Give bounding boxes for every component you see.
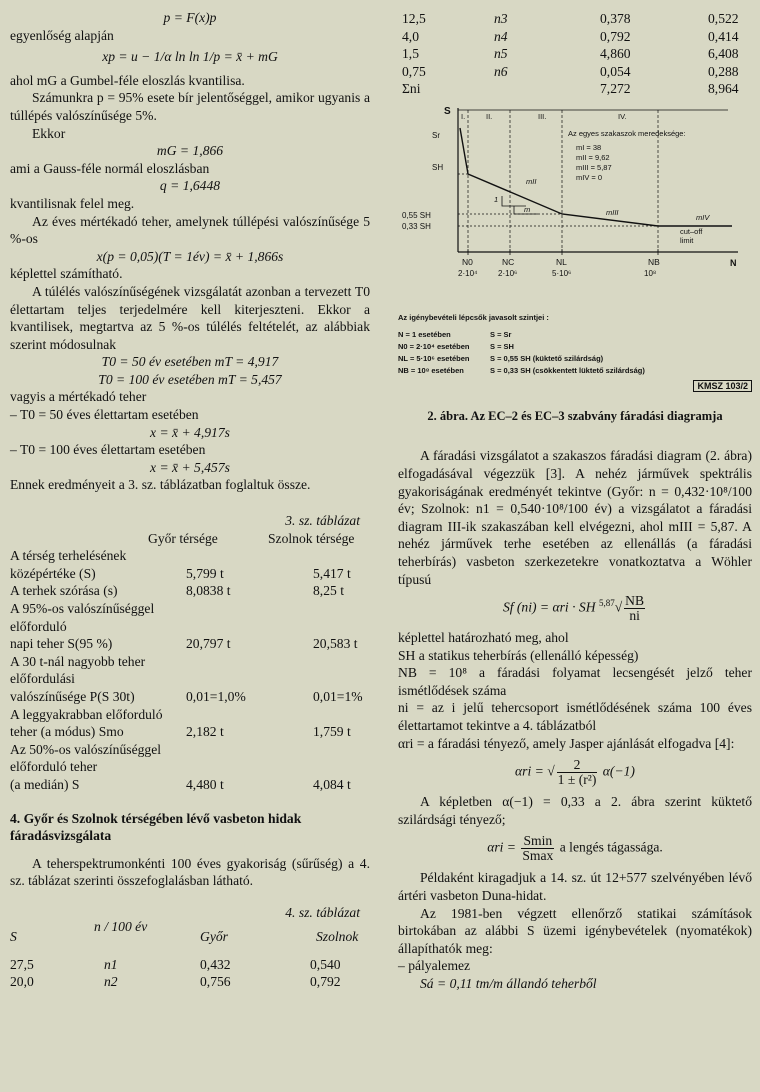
table-4-continued xyxy=(398,10,752,98)
column-header: Szolnok térsége xyxy=(268,530,355,546)
table-row xyxy=(10,973,370,991)
x-tick-value: 2·10⁶ xyxy=(498,268,518,278)
denominator: 1 ± (r²) xyxy=(557,772,597,788)
notes-row xyxy=(398,362,752,374)
row-label: középértéke (S) xyxy=(10,565,96,581)
cell-gyor: 0,792 xyxy=(600,28,631,44)
column-header: n / 100 év xyxy=(94,918,148,934)
curve-label: mIII xyxy=(606,207,619,217)
equation-x1: x = x̄ + 4,917s xyxy=(150,424,230,440)
table-row xyxy=(398,63,752,81)
cell-s: 12,5 xyxy=(402,11,426,26)
region-label: I. xyxy=(461,111,466,121)
cell-n: n1 xyxy=(104,956,118,972)
fraction xyxy=(624,594,645,623)
cutoff-label: cut–off xyxy=(680,226,703,236)
notes-value: S = Sr xyxy=(490,330,512,340)
cell-gyor: 0,432 xyxy=(200,956,231,972)
notes-condition: N0 = 2·10⁴ esetében xyxy=(398,342,470,352)
row-label: A 95%-os valószínűséggel xyxy=(10,601,155,616)
curve-label: 1 xyxy=(494,194,499,204)
numerator: Smin xyxy=(521,834,554,849)
text-line: – T0 = 50 éves élettartam esetében xyxy=(10,407,199,423)
row-label: A 30 t-nál nagyobb teher xyxy=(10,653,146,669)
cell-n: n4 xyxy=(494,28,508,44)
table-header xyxy=(10,918,370,950)
cell-s: 20,0 xyxy=(10,974,34,990)
row-label: előfordulási xyxy=(10,671,75,687)
paragraph: A fáradási vizsgálatot a szakaszos fáradási diagram (2. ábra) elfogadásával végezzük [3]. A nehéz járművek spektrális gyakoriságának eredményét tekintve (Győr: n = 0,432·10⁸/100 év; Szolnok: n1 = 0,540·10⁸/100 év) a vizsgálatot a fáradási diagram III-ik szakaszában kell elvégezni, ahol mIII = 5,87. A nehéz járművek terhe esetében az ellenállás (a fáradási teherbírás) vasbeton szerkezetekre vonatkoztatva a Wöhler típusú xyxy=(398,448,752,587)
row-label: teher (a módus) Smo xyxy=(10,724,124,740)
text-line: Ekkor xyxy=(32,125,66,141)
curve-label: mII xyxy=(526,176,537,186)
equation-alpha: αri = √ $\frac{2}{\text{1 ± (r²)}}$ α(−1) xyxy=(515,757,635,788)
figure-stamp: KMSZ 103/2 xyxy=(693,380,752,392)
region-label: II. xyxy=(486,111,493,121)
right-column xyxy=(398,0,752,993)
x-tick-value: 10⁸ xyxy=(644,268,657,278)
row-label: A terhek szórása (s) xyxy=(10,583,118,599)
cell-szolnok: 8,25 t xyxy=(313,583,344,599)
row-label: valószínűsége P(S 30t) xyxy=(10,688,135,704)
table-title: 4. sz. táblázat xyxy=(285,904,360,920)
text-line: SH a statikus teherbírás (ellenálló képesség) xyxy=(398,647,639,663)
text-line: képlettel határozható meg, ahol xyxy=(398,630,569,646)
fraction xyxy=(557,758,598,787)
notes-value: S = 0,55 SH (küktető szilárdság) xyxy=(490,354,604,364)
table-row xyxy=(10,670,370,688)
table-row xyxy=(10,565,370,583)
cell-szolnok: 0,414 xyxy=(708,28,739,44)
y-tick-label: 0,33 SH xyxy=(402,221,431,231)
text-line: NB = 10⁸ a fáradási folyamat lecsengését jelző teher ismétlődések száma xyxy=(398,665,752,698)
equation-alpha-lhs: αri = xyxy=(515,763,544,779)
equation-sf-lhs: Sf (ni) = αri · SH xyxy=(502,599,596,615)
equation-t1: T0 = 50 év esetében mT = 4,917 xyxy=(101,354,279,370)
cell-gyor: 7,272 xyxy=(600,81,631,97)
cell-gyor: 5,799 t xyxy=(186,565,224,581)
y-tick-label: 0,55 SH xyxy=(402,210,431,220)
cell-n: n6 xyxy=(494,63,508,79)
text-line: vagyis a mértékadó teher xyxy=(10,389,147,405)
notes-condition: N = 1 esetében xyxy=(398,330,451,340)
cell-szolnok: 4,084 t xyxy=(313,776,351,792)
equation-r-text: a lengés tágassága. xyxy=(559,840,663,856)
equation-t2: T0 = 100 év esetében mT = 5,457 xyxy=(98,371,282,387)
fatigue-diagram xyxy=(398,102,752,302)
table-body xyxy=(10,956,370,991)
fraction xyxy=(521,834,554,863)
numerator: 2 xyxy=(557,758,598,773)
y-tick-label: Sr xyxy=(432,130,440,140)
root-index: 5,87 xyxy=(598,598,615,609)
region-label: IV. xyxy=(618,111,627,121)
equation-xp: xp = u − 1/α ln ln 1/p = x̄ + mG xyxy=(102,49,278,65)
text-line: képlettel számítható. xyxy=(10,266,123,282)
table-row xyxy=(10,776,370,794)
y-axis-label: S xyxy=(444,105,451,117)
cell-s: 27,5 xyxy=(10,956,34,972)
cell-szolnok: 0,288 xyxy=(708,63,739,79)
table-row xyxy=(398,80,752,98)
text-line: Ennek eredményeit a 3. sz. táblázatban foglaltuk össze. xyxy=(10,477,311,493)
denominator: ni xyxy=(629,608,640,624)
table-row xyxy=(10,600,370,618)
row-label: Az 50%-os valószínűséggel xyxy=(10,741,162,757)
cell-s: 0,75 xyxy=(402,63,426,79)
region-label: III. xyxy=(538,111,547,121)
table-body xyxy=(10,547,370,793)
legend-title: Az egyes szakaszok meredeksége: xyxy=(568,128,686,138)
x-tick-label: NC xyxy=(502,256,515,267)
x-tick-label: NB xyxy=(648,256,660,267)
cell-gyor: 0,756 xyxy=(200,974,231,990)
text-line: kvantilisnak felel meg. xyxy=(10,195,135,211)
table-row xyxy=(398,28,752,46)
paragraph: Az éves mértékadó teher, amelynek túllépési valószínűsége 5 %-os xyxy=(10,213,370,247)
table-4 xyxy=(10,904,370,991)
paragraph: A teherspektrumonkénti 100 éves gyakoriság (sűrűség) a 4. sz. táblázat szerinti összefoglalásban látható. xyxy=(10,855,370,889)
column-header: Győr térsége xyxy=(148,530,218,546)
cell-szolnok: 0,01=1% xyxy=(313,688,363,704)
cell-szolnok: 1,759 t xyxy=(313,724,351,740)
table-row xyxy=(10,618,370,636)
column-header: Szolnok xyxy=(316,928,359,944)
notes-row xyxy=(398,350,752,362)
table-row xyxy=(398,10,752,28)
x-tick-label: NL xyxy=(556,256,567,267)
paragraph: A túlélés valószínűségének vizsgálatát azonban a tervezett T0 élettartam teljes terjedelmére kell kiterjeszteni. Ekkor a kvantilisek, megtartva az 5 %-os túlélés feltételét, az alábbiak szerint módosulnak xyxy=(10,283,370,352)
cell-gyor: 20,797 t xyxy=(186,636,231,652)
y-tick-label: SH xyxy=(432,162,444,172)
cell-gyor: 4,480 t xyxy=(186,776,224,792)
legend-item: mII = 9,62 xyxy=(576,152,610,162)
cell-szolnok: 0,792 xyxy=(310,974,341,990)
left-column xyxy=(10,0,370,991)
cell-gyor: 4,860 xyxy=(600,46,631,62)
equation-sf: Sf (ni) = αri · SH $^{5,87}$√ $\frac{NB}{ni}$ xyxy=(502,593,645,624)
paragraph: Számunkra p = 95% esete bír jelentőséggel, amikor ugyanis a túllépés valószínűsége 5%. xyxy=(10,90,370,123)
equation-mg: mG = 1,866 xyxy=(156,143,224,159)
numerator: NB xyxy=(625,593,645,609)
legend-item: mIV = 0 xyxy=(576,172,603,182)
cell-gyor: 0,01=1,0% xyxy=(186,688,246,704)
table-row xyxy=(10,688,370,706)
figure-caption: 2. ábra. Az EC–2 és EC–3 szabvány fáradási diagramja xyxy=(427,408,723,423)
text-line: egyenlőség alapján xyxy=(10,27,114,43)
fatigue-diagram-figure xyxy=(398,102,752,396)
cell-s: Σni xyxy=(402,81,421,97)
table-3 xyxy=(10,512,370,794)
equation-q: q = 1,6448 xyxy=(159,178,221,194)
row-label: A leggyakrabban előforduló xyxy=(10,706,163,722)
cell-szolnok: 8,964 xyxy=(708,81,739,97)
table-row xyxy=(10,723,370,741)
column-header: Győr xyxy=(200,928,228,944)
notes-condition: NB = 10⁸ esetében xyxy=(398,366,464,376)
text-line: – pályalemez xyxy=(398,958,471,974)
table-header xyxy=(10,530,370,548)
cell-gyor: 8,0838 t xyxy=(186,583,231,599)
notes-row xyxy=(398,338,752,350)
legend-item: mIII = 5,87 xyxy=(576,162,612,172)
cell-s: 1,5 xyxy=(402,46,419,62)
equation-r-lhs: αri = xyxy=(487,840,516,856)
row-label: (a medián) S xyxy=(10,776,80,792)
row-label: előforduló teher xyxy=(10,759,98,775)
figure-notes xyxy=(398,309,752,375)
table-title: 3. sz. táblázat xyxy=(285,513,360,529)
cell-gyor: 0,378 xyxy=(600,11,631,26)
table-row xyxy=(10,956,370,974)
cutoff-label: limit xyxy=(680,235,694,245)
x-axis-label: N xyxy=(730,257,737,268)
curve-label: mIV xyxy=(696,212,710,222)
column-header: S xyxy=(10,928,17,944)
text-line: ahol mG a Gumbel-féle eloszlás kvantilisa. xyxy=(10,72,245,88)
cell-szolnok: 5,417 t xyxy=(313,565,351,581)
cell-s: 4,0 xyxy=(402,28,419,44)
row-label: A térség terhelésének xyxy=(10,548,127,564)
notes-condition: NL = 5·10⁶ esetében xyxy=(398,354,470,364)
cell-szolnok: 0,540 xyxy=(310,956,341,972)
notes-row xyxy=(398,326,752,338)
table-row xyxy=(10,635,370,653)
notes-value: S = SH xyxy=(490,342,514,352)
equation-p: p = F(x)p xyxy=(163,10,217,25)
text-line: ami a Gauss-féle normál eloszlásban xyxy=(10,160,210,176)
legend-item: mI = 38 xyxy=(576,142,602,152)
text-line: – T0 = 100 éves élettartam esetében xyxy=(10,442,206,458)
notes-value: S = 0,33 SH (csökkentett lüktető szilárdság) xyxy=(490,366,645,376)
equation-r xyxy=(398,834,752,863)
cell-gyor: 0,054 xyxy=(600,63,631,79)
paragraph: Példaként kiragadjuk a 14. sz. út 12+577 szelvényében lévő ártéri vasbeton Duna-hidat. xyxy=(398,870,752,904)
cell-n: n2 xyxy=(104,974,118,990)
equation-x2: x = x̄ + 5,457s xyxy=(150,459,230,475)
x-tick-value: 2·10⁴ xyxy=(458,268,478,278)
row-label: előforduló xyxy=(10,618,67,634)
table-row xyxy=(10,741,370,759)
row-label: napi teher S(95 %) xyxy=(10,636,113,652)
cell-n: n5 xyxy=(494,46,508,62)
equation-alpha-tail: α(−1) xyxy=(602,763,635,779)
x-tick-value: 5·10⁶ xyxy=(552,268,572,278)
curve-label: m xyxy=(524,204,531,214)
table-row xyxy=(10,653,370,671)
cell-szolnok: 20,583 t xyxy=(313,636,358,652)
table-row xyxy=(10,706,370,724)
text-line: Sá = 0,11 tm/m állandó teherből xyxy=(420,976,597,991)
table-row xyxy=(10,758,370,776)
section-heading: 4. Győr és Szolnok térségében lévő vasbeton hidak fáradásvizsgálata xyxy=(10,810,302,844)
text-line: ni = az i jelű tehercsoport ismétlődésének száma 100 éves élettartamot tekintve a 4. táblázatból xyxy=(398,700,752,734)
cell-n: n3 xyxy=(494,11,508,26)
cell-szolnok: 6,408 xyxy=(708,46,739,62)
table-row xyxy=(10,547,370,565)
denominator: Smax xyxy=(522,848,554,864)
cell-gyor: 2,182 t xyxy=(186,724,224,740)
paragraph: A képletben α(−1) = 0,33 a 2. ábra szerint küktető szilárdsági tényező; xyxy=(398,794,752,827)
equation-x: x(p = 0,05)(T = 1év) = x̄ + 1,866s xyxy=(96,248,284,264)
paragraph: Az 1981-ben végzett ellenőrző statikai számítások birtokában az alábbi S üzemi igénybevételek (nyomatékok) állapíthatók meg: xyxy=(398,905,752,956)
table-row xyxy=(10,582,370,600)
notes-title: Az igénybevételi lépcsők javasolt szintjei : xyxy=(398,312,549,322)
text-line: αri = a fáradási tényező, amely Jasper ajánlását elfogadva [4]: xyxy=(398,735,735,751)
x-tick-label: N0 xyxy=(462,256,473,267)
cell-szolnok: 0,522 xyxy=(708,11,739,26)
table-row xyxy=(398,45,752,63)
